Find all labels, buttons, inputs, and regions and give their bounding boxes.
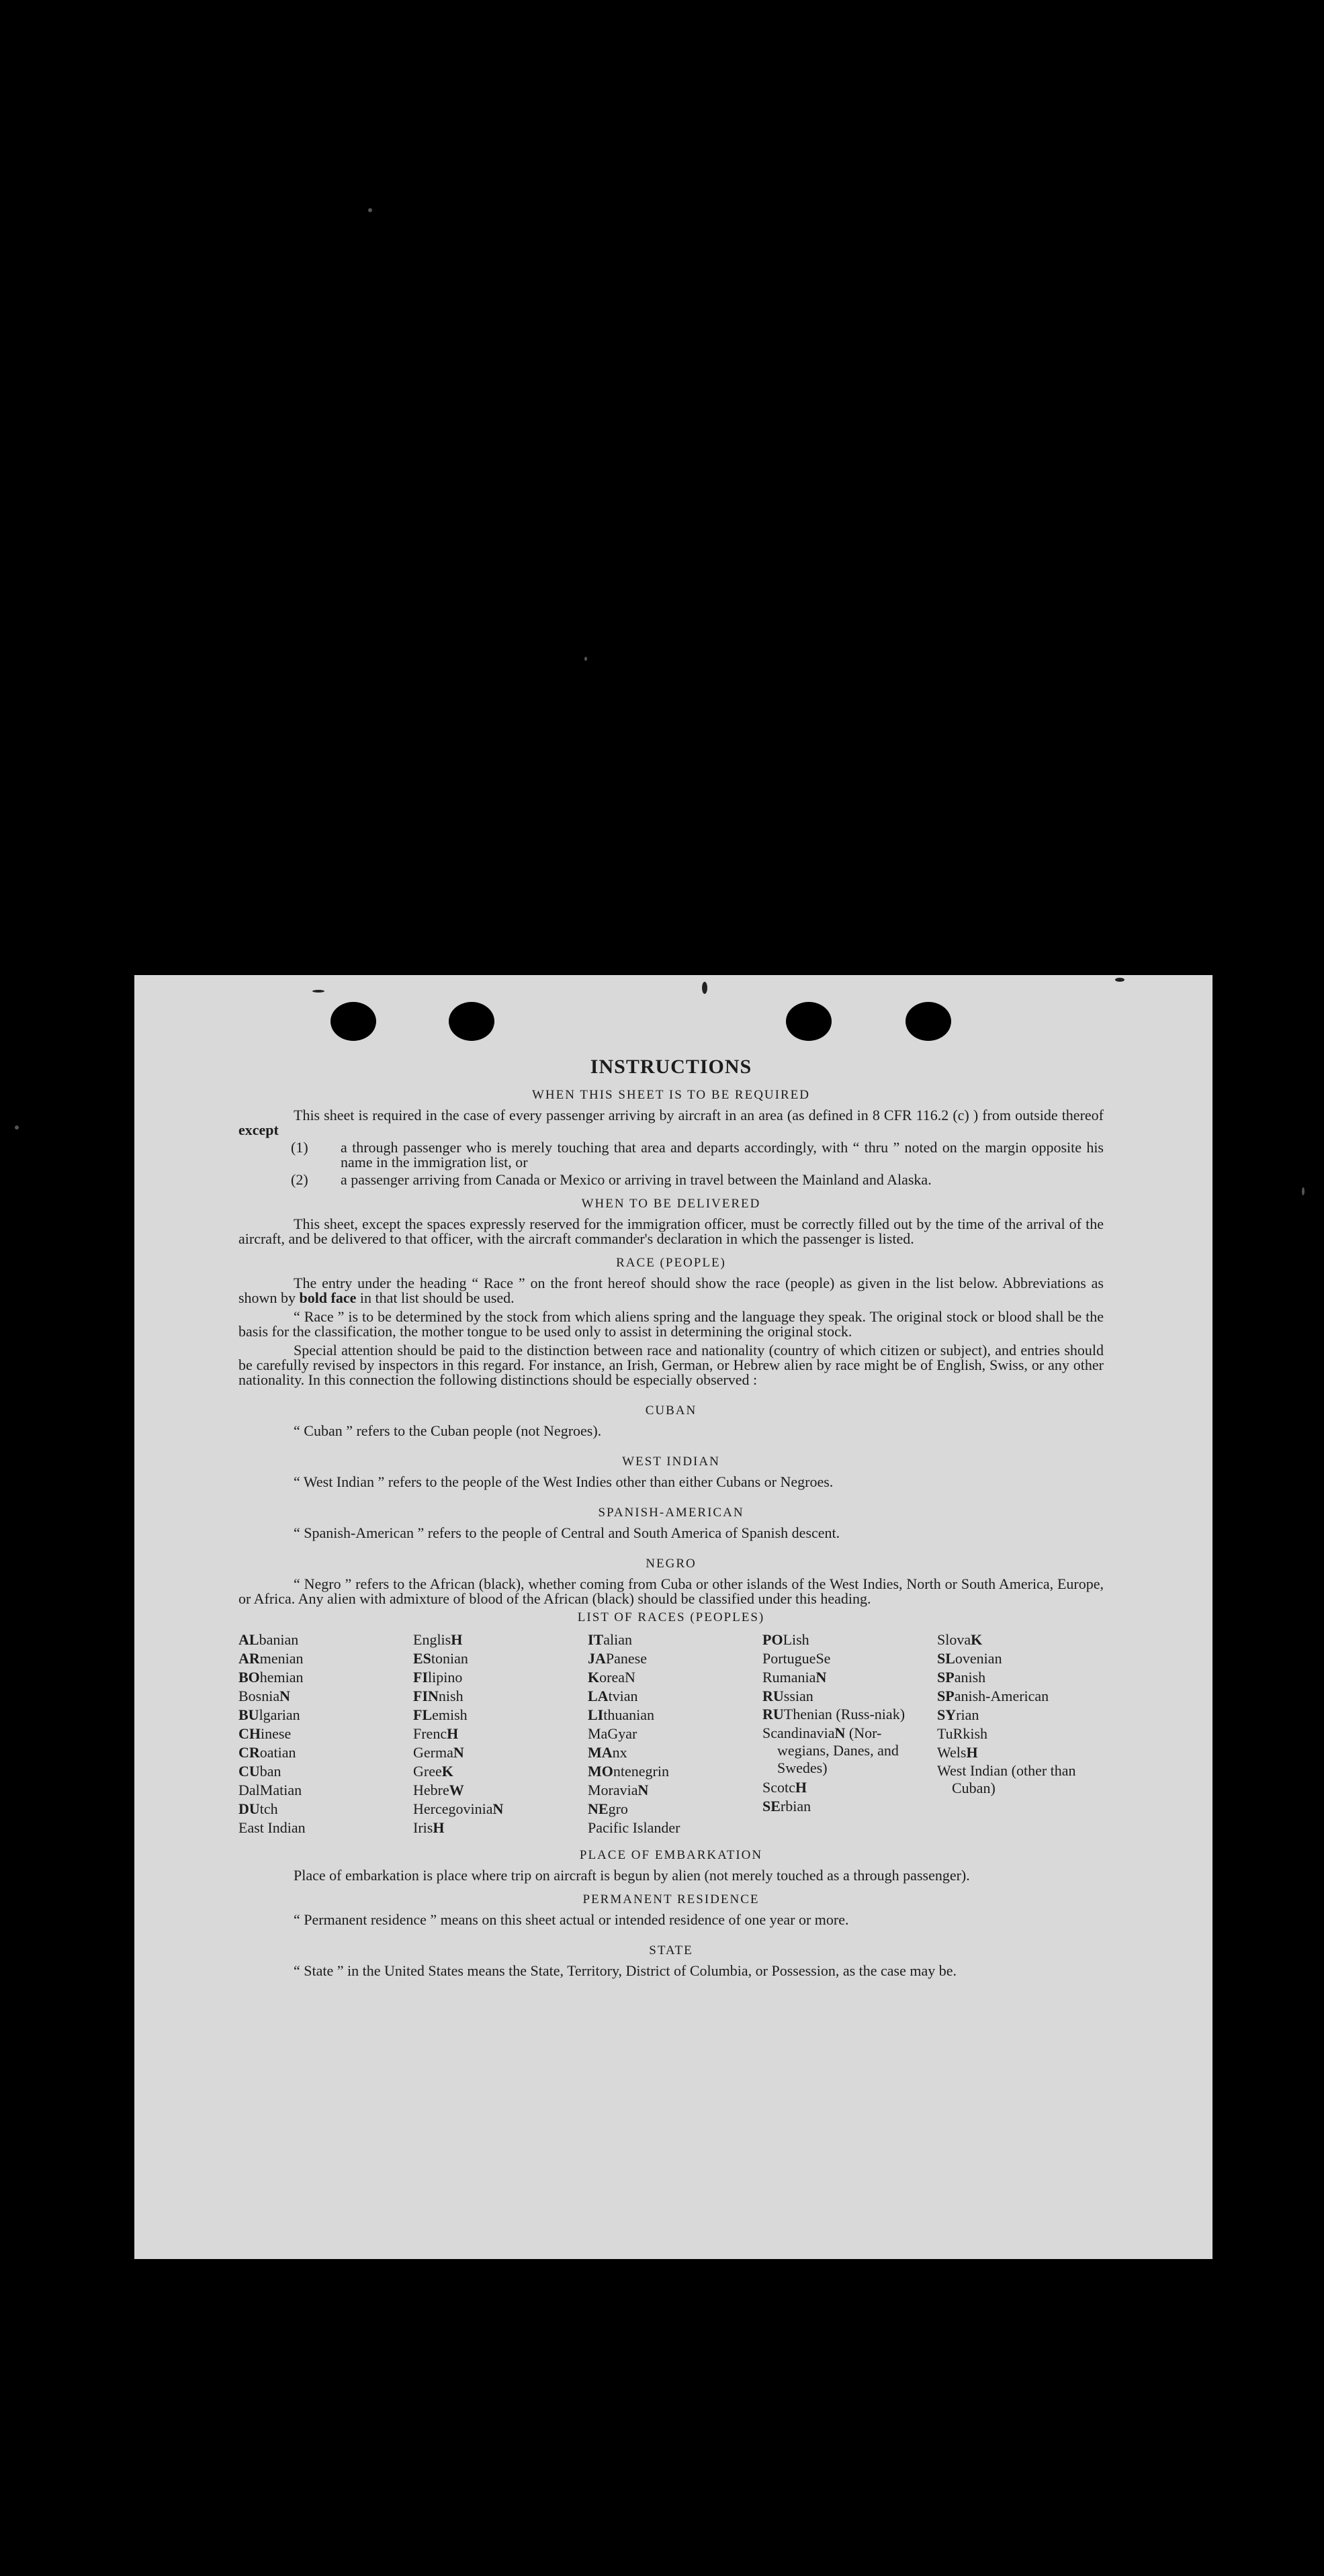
negro-text: “ Negro ” refers to the African (black), whether coming from Cuba or other islands of the West Indies, North or South America, Europe, or Africa. Any alien with admixture of blood of the African (black) should be classified under this heading. [238,1575,1104,1607]
race-entry: KoreaN [588,1669,635,1686]
embarkation-text: Place of embarkation is place where trip on aircraft is begun by alien (not merely touched as a through passenger). [294,1867,970,1884]
section-heading-races: LIST OF RACES (PEOPLES) [577,1610,765,1624]
race-column [413,1630,580,1837]
race-paragraph-1: The entry under the heading “ Race ” on the front hereof should show the race (people) as given in the list below. Abbreviations as shown by bold face in that list should be used. [238,1275,1104,1306]
race-entry: MaGyar [588,1725,637,1742]
race-entry: GreeK [413,1763,453,1780]
race-entry: FrencH [413,1725,459,1742]
punch-hole [330,1002,376,1041]
delivered-text: This sheet, except the spaces expressly reserved for the immigration officer, must be correctly filled out by the time of the arrival of the aircraft, and be delivered to that officer, with the aircraft commander's declaration in which the passenger is listed. [238,1215,1104,1247]
residence-text: “ Permanent residence ” means on this sheet actual or intended residence of one year or more. [294,1911,849,1928]
state-text: “ State ” in the United States means the State, Territory, District of Columbia, or Possession, as the case may be. [294,1962,957,1979]
race-entry: SLovenian [937,1650,1002,1667]
race-entry: CRoatian [238,1744,296,1761]
race-entry: West Indian (other than Cuban) [937,1762,1076,1796]
race-entry: RUThenian (Russ-niak) [762,1706,906,1722]
race-entry: ITalian [588,1631,633,1648]
race-entry: SPanish-American [937,1688,1049,1704]
race-entry: ScotcH [762,1779,807,1796]
race-entry: IrisH [413,1819,445,1836]
section-heading-spanish-american: SPANISH-AMERICAN [598,1506,744,1520]
race-entry: LIthuanian [588,1706,655,1723]
race-entry: EnglisH [413,1631,463,1648]
race-entry: WelsH [937,1744,978,1761]
race-column [937,1630,1104,1837]
race-entry: ARmenian [238,1650,304,1667]
race-entry: BUlgarian [238,1706,300,1723]
cuban-text: “ Cuban ” refers to the Cuban people (not Negroes). [294,1422,602,1439]
punch-hole [449,1002,494,1041]
race-entry: FIlipino [413,1669,463,1686]
section-heading-race: RACE (PEOPLE) [616,1256,726,1270]
race-entry: GermaN [413,1744,464,1761]
instruction-sheet [134,975,1212,2259]
race-entry: Pacific Islander [588,1819,680,1836]
section-heading-cuban: CUBAN [645,1404,697,1418]
section-heading-required: WHEN THIS SHEET IS TO BE REQUIRED [532,1088,810,1102]
race-entry: PortugueSe [762,1650,831,1667]
race-entry: BOhemian [238,1669,304,1686]
race-entry: FLemish [413,1706,468,1723]
race-entry: ALbanian [238,1631,299,1648]
race-entry: HebreW [413,1782,464,1798]
section-heading-embarkation: PLACE OF EMBARKATION [579,1848,763,1862]
race-entry: CUban [238,1763,281,1780]
race-entry: East Indian [238,1819,306,1836]
punch-hole [786,1002,832,1041]
race-entry: ScandinaviaN (Nor-wegians, Danes, and Swedes) [762,1724,899,1776]
race-column [238,1630,405,1837]
race-entry: LAtvian [588,1688,638,1704]
section-heading-residence: PERMANENT RESIDENCE [582,1892,760,1906]
race-entry: SlovaK [937,1631,983,1648]
race-entry: HercegoviniaN [413,1800,504,1817]
race-entry: DalMatian [238,1782,302,1798]
race-entry: POLish [762,1631,809,1648]
race-entry: MOntenegrin [588,1763,669,1780]
required-item-1: (1) a through passenger who is merely touching that area and departs accordingly, with “ thru ” noted on the margin opposite his name in the immigration list, or [291,1139,1104,1170]
race-entry: BosniaN [238,1688,291,1704]
race-entry: TuRkish [937,1725,988,1742]
race-entry: SErbian [762,1798,811,1814]
race-paragraph-2: “ Race ” is to be determined by the stock from which aliens spring and the language they speak. The original stock or blood shall be the basis for the classification, the mother tongue to be used only to assist in determining the original stock. [238,1308,1104,1340]
race-entry: CHinese [238,1725,292,1742]
race-entry: RumaniaN [762,1669,827,1686]
section-heading-state: STATE [649,1943,693,1958]
section-heading-west-indian: WEST INDIAN [622,1455,720,1469]
race-column [762,1630,929,1837]
race-entry: SYrian [937,1706,979,1723]
section-heading-delivered: WHEN TO BE DELIVERED [581,1197,761,1211]
race-entry: DUtch [238,1800,278,1817]
required-intro: This sheet is required in the case of every passenger arriving by aircraft in an area (as defined in 8 CFR 116.2 (c) ) from outside thereof except [238,1107,1104,1138]
race-paragraph-3: Special attention should be paid to the distinction between race and nationality (country of which citizen or subject), and entries should be carefully revised by inspectors in this regard. For instance, an Irish, German, or Hebrew alien by race might be of English, Swiss, or any other nationality. In this connection the following distinctions should be especially observed : [238,1342,1104,1388]
spanish-american-text: “ Spanish-American ” refers to the people of Central and South America of Spanish descent. [294,1524,840,1541]
page-title: INSTRUCTIONS [590,1056,752,1078]
required-item-2: (2) a passenger arriving from Canada or Mexico or arriving in travel between the Mainland and Alaska. [291,1171,932,1188]
race-entry: FINnish [413,1688,464,1704]
race-list [238,1630,1104,1837]
race-entry: EStonian [413,1650,468,1667]
race-entry: NEgro [588,1800,628,1817]
section-heading-negro: NEGRO [646,1557,697,1571]
race-entry: MAnx [588,1744,627,1761]
race-entry: RUssian [762,1688,813,1704]
race-entry: MoraviaN [588,1782,649,1798]
race-entry: JAPanese [588,1650,647,1667]
west-indian-text: “ West Indian ” refers to the people of the West Indies other than either Cubans or Negroes. [294,1473,834,1490]
punch-hole [906,1002,951,1041]
race-entry: SPanish [937,1669,986,1686]
race-column [588,1630,754,1837]
